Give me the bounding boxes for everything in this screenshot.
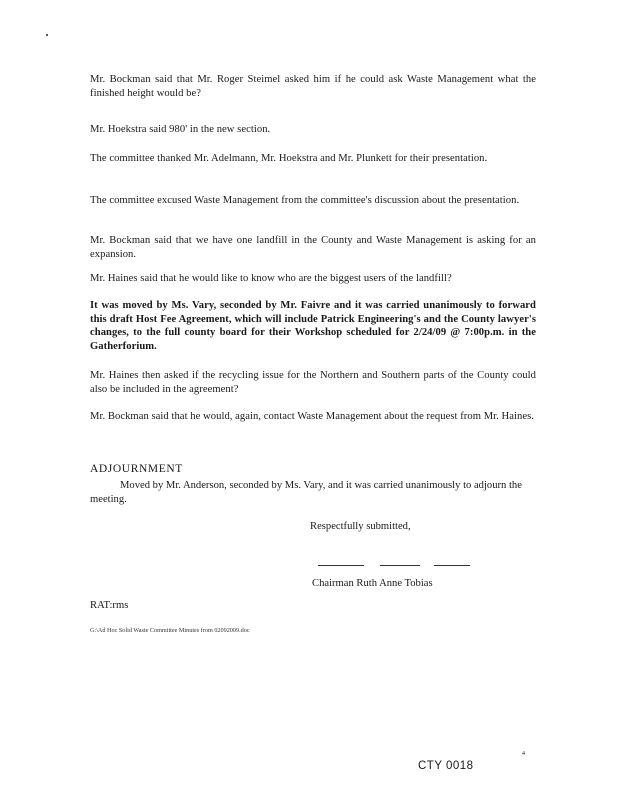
paragraph-committee-thanks: The committee thanked Mr. Adelmann, Mr. Hoekstra and Mr. Plunkett for their presentation. [90, 153, 488, 164]
signature-closing: Respectfully submitted, [310, 521, 411, 532]
adjournment-heading: ADJOURNMENT [90, 463, 183, 475]
paragraph-landfill-expansion: Mr. Bockman said that we have one landfill in the County and Waste Management is asking for an expansion. [90, 235, 536, 260]
paragraph-motion-host-fee: It was moved by Ms. Vary, seconded by Mr. Faivre and it was carried unanimously to forward this draft Host Fee Agreement, which will include Patrick Engineering's and the County lawyer's changes, to the full county board for their Workshop scheduled for 2/24/09 @ 7:00p.m. in the Gatherforium. [90, 300, 536, 352]
paragraph-recycling-issue: Mr. Haines then asked if the recycling issue for the Northern and Southern parts of the County could also be included in the agreement? [90, 370, 536, 395]
file-path: G:\Ad Hoc Solid Waste Committee Minutes from 02092009.doc [90, 627, 250, 634]
typist-initials: RAT:rms [90, 600, 129, 611]
signature-name: Chairman Ruth Anne Tobias [312, 578, 433, 589]
paragraph-biggest-users: Mr. Haines said that he would like to know who are the biggest users of the landfill? [90, 273, 452, 284]
adjournment-motion: Moved by Mr. Anderson, seconded by Ms. Vary, and it was carried unanimously to adjourn the meeting. [90, 480, 522, 505]
paragraph-committee-excused: The committee excused Waste Management from the committee's discussion about the presentation. [90, 195, 520, 206]
paragraph-contact-request: Mr. Bockman said that he would, again, contact Waste Management about the request from Mr. Haines. [90, 411, 534, 422]
scan-speck [46, 34, 48, 36]
paragraph-hoekstra-height: Mr. Hoekstra said 980' in the new section. [90, 124, 271, 135]
paragraph-bockman-height: Mr. Bockman said that Mr. Roger Steimel asked him if he could ask Waste Management what the finished height would be? [90, 74, 536, 99]
signature-line [318, 565, 470, 567]
page-number: 4 [522, 751, 525, 757]
bates-number: CTY 0018 [418, 760, 474, 772]
